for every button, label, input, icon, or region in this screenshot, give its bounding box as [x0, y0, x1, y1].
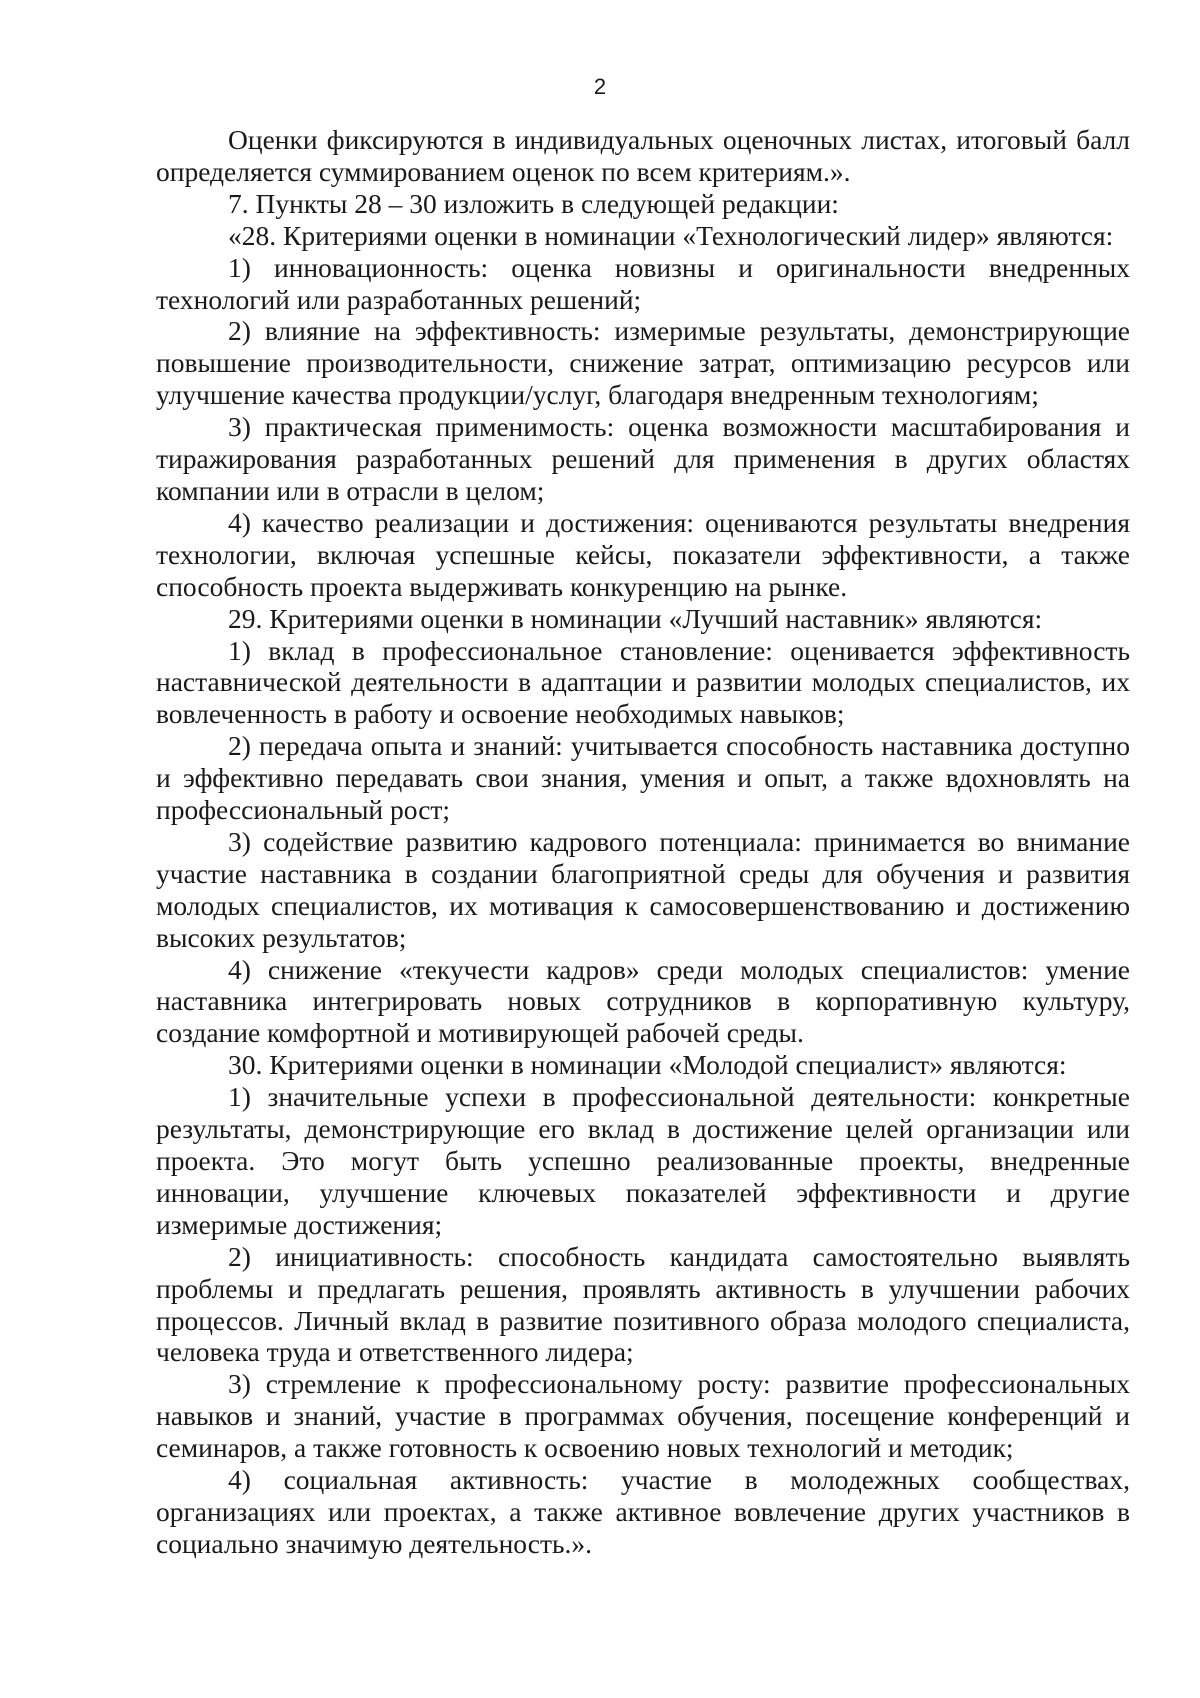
paragraph-29-criterion-4: 4) снижение «текучести кадров» среди молодых специалистов: умение наставника интегрировать новых сотрудников в корпоративную культуру, создание комфортной и мотивирующей рабочей среды.: [156, 953, 1130, 1049]
page-number: 2: [593, 74, 607, 99]
paragraph-29-criterion-1: 1) вклад в профессиональное становление: оценивается эффективность наставнической деятельности в адаптации и развитии молодых специалистов, их вовлеченность в работу и освоение необходимых навыков;: [156, 634, 1130, 730]
paragraph-30-criterion-1: 1) значительные успехи в профессиональной деятельности: конкретные результаты, демонстрирующие его вклад в достижение целей организации или проекта. Это могут быть успешно реализованные проекты, внедренные инновации, улучшение ключевых показателей эффективности и другие измеримые достижения;: [156, 1081, 1130, 1240]
paragraph-30-criterion-4: 4) социальная активность: участие в молодежных сообществах, организациях или проектах, а также активное вовлечение других участников в социально значимую деятельность.».: [156, 1464, 1130, 1559]
paragraph-continuation: Оценки фиксируются в индивидуальных оценочных листах, итоговый балл определяется суммированием оценок по всем критериям.».: [156, 124, 1130, 187]
paragraph-30-criterion-3: 3) стремление к профессиональному росту: развитие профессиональных навыков и знаний, участие в программах обучения, посещение конференций и семинаров, а также готовность к освоению новых технологий и методик;: [156, 1368, 1130, 1464]
paragraph-clause-29: 29. Критериями оценки в номинации «Лучший наставник» являются:: [228, 602, 1043, 634]
paragraph-29-criterion-2: 2) передача опыта и знаний: учитывается способность наставника доступно и эффективно передавать свои знания, умения и опыт, а также вдохновлять на профессиональный рост;: [156, 730, 1130, 826]
paragraph-28-criterion-2: 2) влияние на эффективность: измеримые результаты, демонстрирующие повышение производительности, снижение затрат, оптимизацию ресурсов или улучшение качества продукции/услуг, благодаря внедренным технологиям;: [156, 315, 1130, 411]
paragraph-28-criterion-1: 1) инновационность: оценка новизны и оригинальности внедренных технологий или разработанных решений;: [156, 251, 1130, 315]
paragraph-29-criterion-3: 3) содействие развитию кадрового потенциала: принимается во внимание участие наставника в создании благоприятной среды для обучения и развития молодых специалистов, их мотивация к самосовершенствованию и достижению высоких результатов;: [156, 825, 1130, 953]
paragraph-item-7: 7. Пункты 28 – 30 изложить в следующей редакции:: [228, 187, 839, 219]
paragraph-30-criterion-2: 2) инициативность: способность кандидата самостоятельно выявлять проблемы и предлагать решения, проявлять активность в улучшении рабочих процессов. Личный вклад в развитие позитивного образа молодого специалиста, человека труда и ответственного лидера;: [156, 1240, 1130, 1368]
document-body: [156, 124, 1130, 1560]
paragraph-28-criterion-3: 3) практическая применимость: оценка возможности масштабирования и тиражирования разработанных решений для применения в других областях компании или в отрасли в целом;: [156, 411, 1130, 506]
paragraph-clause-30: 30. Критериями оценки в номинации «Молодой специалист» являются:: [228, 1049, 1067, 1081]
paragraph-28-criterion-4: 4) качество реализации и достижения: оцениваются результаты внедрения технологии, включая успешные кейсы, показатели эффективности, а также способность проекта выдерживать конкуренцию на рынке.: [156, 506, 1130, 602]
paragraph-clause-28: «28. Критериями оценки в номинации «Технологический лидер» являются:: [228, 219, 1114, 251]
